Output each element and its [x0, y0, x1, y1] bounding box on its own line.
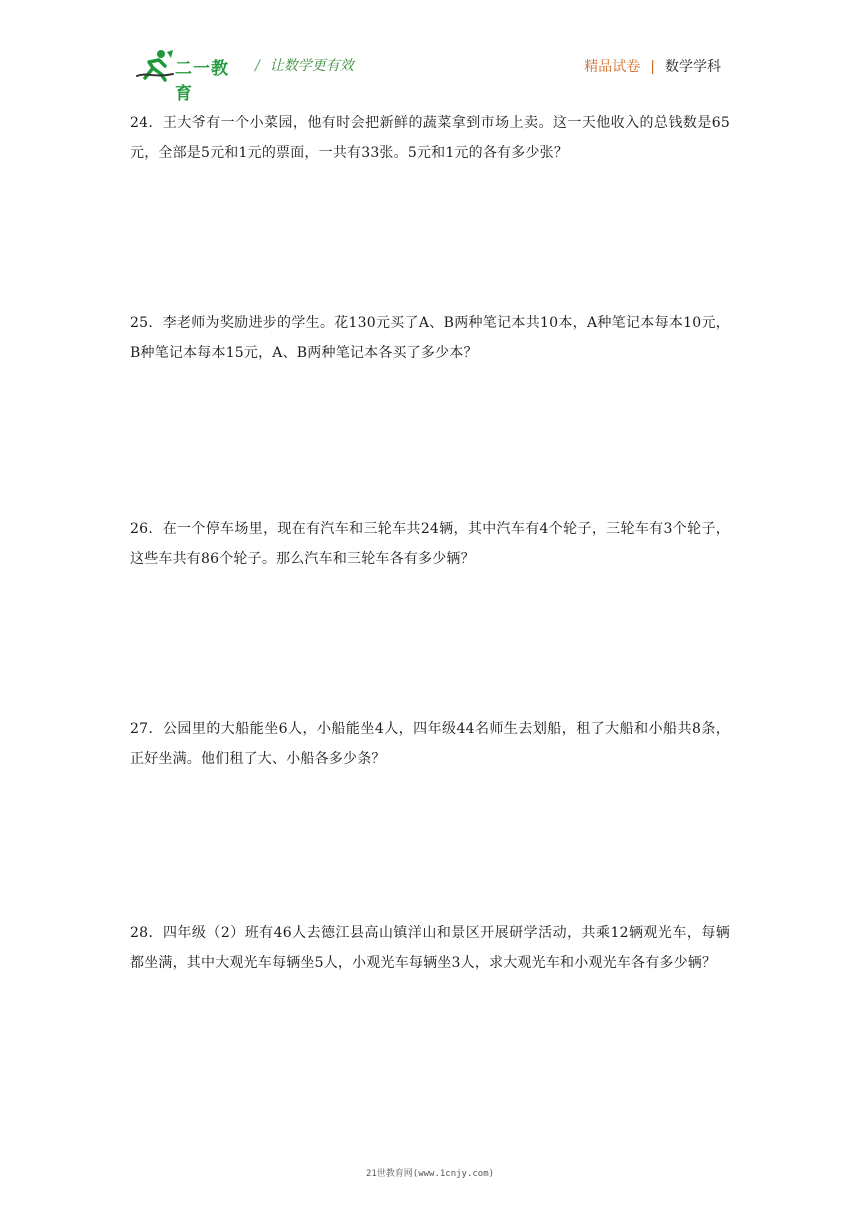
slogan-text: 让数学更有效: [269, 58, 354, 74]
slogan: [255, 55, 354, 75]
brand-logo: [135, 48, 245, 104]
header-tags: [584, 56, 721, 76]
question-24: 24．王大爷有一个小菜园，他有时会把新鲜的蔬菜拿到市场上卖。这一天他收入的总钱数是65元，全部是5元和1元的票面，一共有33张。5元和1元的各有多少张？: [130, 115, 730, 161]
tag-premium-paper: 精品试卷: [584, 59, 641, 75]
tag-subject: 数学学科: [665, 59, 721, 75]
question-25: 25．李老师为奖励进步的学生。花130元买了A、B两种笔记本共10本，A种笔记本每本10元，B种笔记本每本15元，A、B两种笔记本各买了多少本？: [130, 315, 730, 361]
page-footer: 21世教育网(www.1cnjy.com): [365, 1169, 495, 1179]
runner-icon: [135, 48, 175, 82]
question-28: 28．四年级（2）班有46人去德江县高山镇洋山和景区开展研学活动，共乘12辆观光车，每辆都坐满，其中大观光车每辆坐5人，小观光车每辆坐3人，求大观光车和小观光车各有多少辆？: [130, 925, 730, 971]
question-27: 27．公园里的大船能坐6人，小船能坐4人，四年级44名师生去划船，租了大船和小船共8条，正好坐满。他们租了大、小船各多少条？: [130, 721, 730, 767]
question-26: 26．在一个停车场里，现在有汽车和三轮车共24辆，其中汽车有4个轮子，三轮车有3个轮子，这些车共有86个轮子。那么汽车和三轮车各有多少辆？: [130, 521, 730, 567]
tag-divider: |: [650, 59, 655, 75]
page-header: [135, 48, 725, 104]
logo-text: 二一教育: [175, 59, 229, 104]
slogan-divider: /: [255, 58, 260, 74]
